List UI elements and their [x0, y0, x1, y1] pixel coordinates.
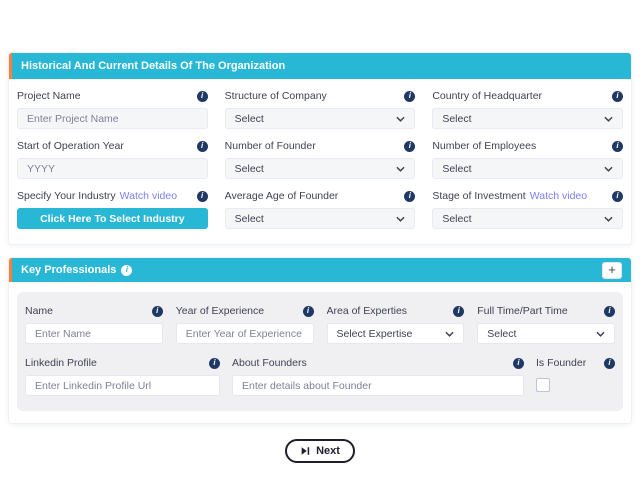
info-icon[interactable]: i [197, 191, 208, 202]
add-professional-button[interactable]: + [602, 262, 622, 279]
info-icon[interactable]: i [404, 91, 415, 102]
project-name-label: Project Name [17, 90, 81, 102]
key-professionals-title: Key Professionals [21, 264, 117, 276]
field-country-of-headquarter [432, 90, 623, 129]
watch-video-link[interactable]: Watch video [529, 190, 588, 202]
number-of-founder-label: Number of Founder [224, 140, 316, 152]
info-icon[interactable]: i [197, 91, 208, 102]
org-details-card [8, 52, 632, 245]
number-of-founder-select[interactable]: Select [225, 158, 416, 179]
next-button[interactable] [285, 439, 355, 463]
project-name-input[interactable] [17, 108, 208, 129]
info-icon[interactable]: i [197, 141, 208, 152]
field-stage-of-investment [432, 190, 623, 229]
org-details-title: Historical And Current Details Of The Organization [21, 60, 286, 72]
area-of-experties-label: Area of Experties [326, 305, 408, 317]
field-year-of-experience [176, 305, 314, 344]
professional-entry-panel [17, 292, 623, 411]
is-founder-label: Is Founder [536, 357, 587, 369]
country-of-headquarter-label: Country of Headquarter [432, 90, 543, 102]
info-icon[interactable]: i [612, 141, 623, 152]
average-age-of-founder-select[interactable]: Select [225, 208, 416, 229]
field-number-of-founder [225, 140, 416, 179]
stage-of-investment-select[interactable]: Select [432, 208, 623, 229]
info-icon[interactable]: i [121, 265, 132, 276]
field-is-founder [536, 357, 615, 397]
field-specify-your-industry [17, 190, 208, 229]
field-linkedin-profile [25, 357, 220, 397]
structure-of-company-label: Structure of Company [224, 90, 327, 102]
professional-row-2 [25, 357, 615, 397]
number-of-employees-label: Number of Employees [432, 140, 537, 152]
name-input[interactable] [25, 323, 163, 344]
field-about-founders [232, 357, 524, 397]
info-icon[interactable]: i [404, 141, 415, 152]
watch-video-link[interactable]: Watch video [119, 190, 178, 202]
skip-next-icon [300, 446, 310, 456]
average-age-of-founder-label: Average Age of Founder [224, 190, 339, 202]
professional-row-1 [25, 305, 615, 344]
info-icon[interactable]: i [513, 358, 524, 369]
field-full-time-part-time [477, 305, 615, 344]
info-icon[interactable]: i [604, 358, 615, 369]
next-button-label: Next [316, 445, 340, 457]
select-industry-button[interactable]: Click Here To Select Industry [17, 208, 208, 229]
number-of-employees-select[interactable]: Select [432, 158, 623, 179]
year-of-experience-input[interactable] [176, 323, 314, 344]
field-name [25, 305, 163, 344]
footer [0, 439, 640, 463]
chevron-down-icon [604, 216, 613, 222]
chevron-down-icon [445, 331, 454, 337]
info-icon[interactable]: i [209, 358, 220, 369]
chevron-down-icon [396, 166, 405, 172]
info-icon[interactable]: i [303, 306, 314, 317]
info-icon[interactable]: i [152, 306, 163, 317]
linkedin-profile-input[interactable] [25, 375, 220, 396]
field-number-of-employees [432, 140, 623, 179]
key-professionals-header [9, 258, 631, 282]
info-icon[interactable]: i [612, 191, 623, 202]
field-project-name [17, 90, 208, 129]
full-time-part-time-label: Full Time/Part Time [477, 305, 568, 317]
chevron-down-icon [396, 116, 405, 122]
country-of-headquarter-select[interactable]: Select [432, 108, 623, 129]
linkedin-profile-label: Linkedin Profile [25, 357, 97, 369]
key-professionals-card [8, 257, 632, 424]
info-icon[interactable]: i [612, 91, 623, 102]
chevron-down-icon [604, 116, 613, 122]
specify-your-industry-label: Specify Your Industry [17, 190, 116, 202]
field-average-age-of-founder [225, 190, 416, 229]
field-start-of-operation-year [17, 140, 208, 179]
structure-of-company-select[interactable]: Select [225, 108, 416, 129]
org-details-body [9, 79, 631, 244]
about-founders-label: About Founders [232, 357, 307, 369]
year-of-experience-label: Year of Experience [175, 305, 265, 317]
org-details-header [9, 53, 631, 79]
area-of-experties-select[interactable]: Select Expertise [327, 323, 465, 344]
chevron-down-icon [396, 216, 405, 222]
start-of-operation-year-input[interactable] [17, 158, 208, 179]
info-icon[interactable]: i [604, 306, 615, 317]
chevron-down-icon [604, 166, 613, 172]
stage-of-investment-label: Stage of Investment [432, 190, 526, 202]
field-structure-of-company [225, 90, 416, 129]
is-founder-checkbox[interactable] [536, 378, 550, 392]
name-label: Name [25, 305, 54, 317]
chevron-down-icon [596, 331, 605, 337]
about-founders-input[interactable] [232, 375, 524, 396]
info-icon[interactable]: i [453, 306, 464, 317]
info-icon[interactable]: i [404, 191, 415, 202]
start-of-operation-year-label: Start of Operation Year [17, 140, 124, 152]
field-area-of-experties [327, 305, 465, 344]
full-time-part-time-select[interactable]: Select [477, 323, 615, 344]
